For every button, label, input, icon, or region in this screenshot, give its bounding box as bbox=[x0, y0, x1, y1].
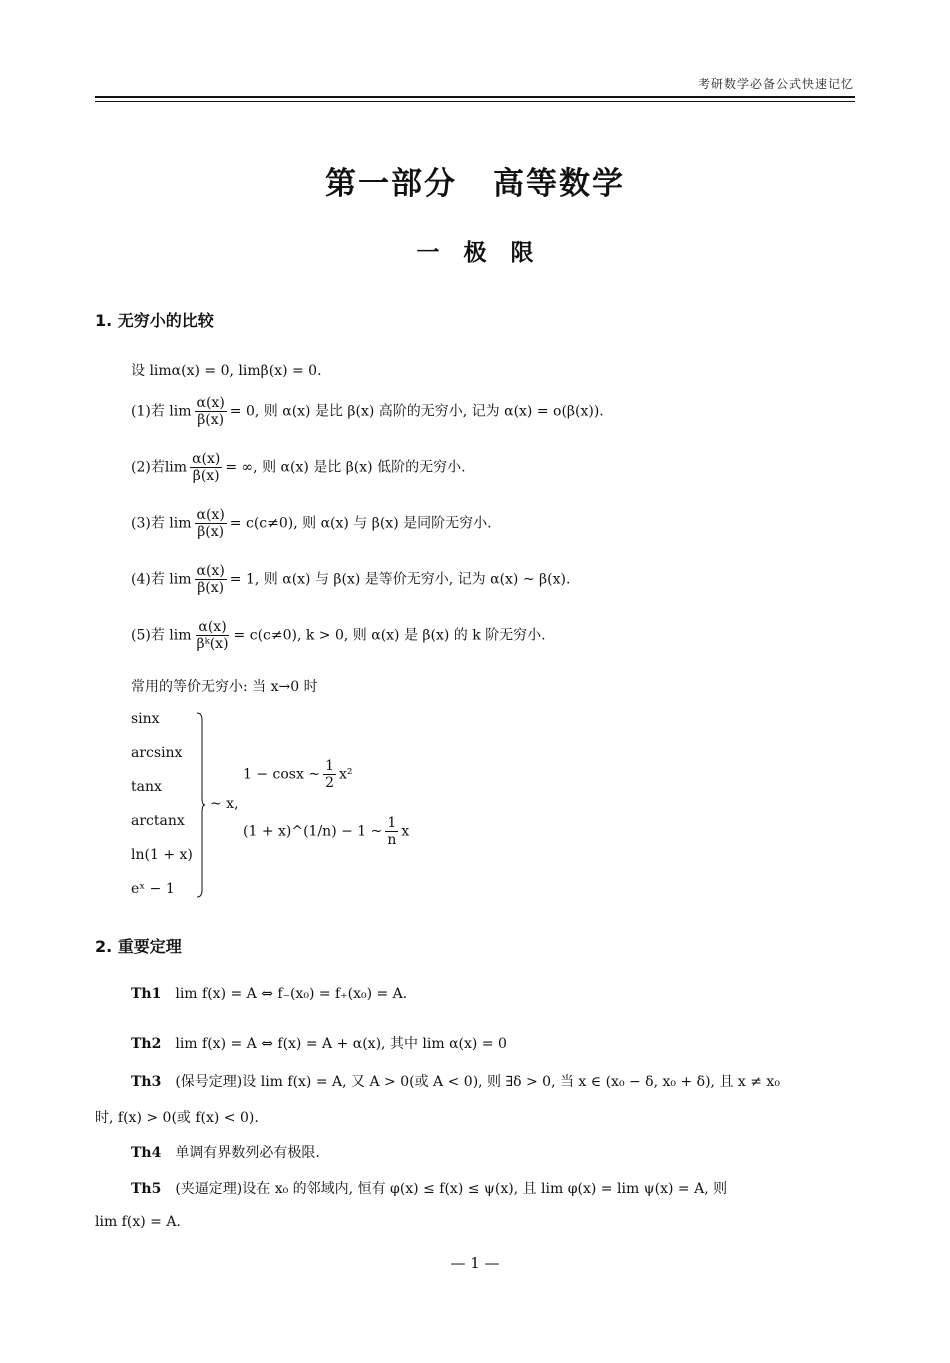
section-heading-theorems: 2. 重要定理 bbox=[95, 937, 182, 956]
running-header-title: 考研数学必备公式快速记忆 bbox=[697, 77, 854, 91]
fraction-denominator: β(x) bbox=[197, 412, 225, 429]
theorem-label: Th5 bbox=[131, 1181, 162, 1197]
cosine-lead: 1 − cosx ~ bbox=[243, 766, 321, 783]
comparison-item-4 bbox=[131, 563, 570, 596]
theorem-text: lim f(x) = A ⇔ f(x) = A + α(x), 其中 lim α(x) = 0 bbox=[175, 1036, 507, 1052]
equivalent-item: tanx bbox=[131, 779, 162, 795]
fraction-denominator: 2 bbox=[325, 775, 334, 792]
equivalent-list bbox=[131, 708, 193, 912]
theorem-th5-continued: lim f(x) = A. bbox=[95, 1214, 181, 1230]
theorem-th2 bbox=[131, 1033, 507, 1053]
setup-line: 设 limα(x) = 0, limβ(x) = 0. bbox=[131, 363, 322, 379]
fraction bbox=[385, 815, 398, 848]
item-tail: = c(c≠0), k > 0, 则 α(x) 是 β(x) 的 k 阶无穷小. bbox=[233, 627, 546, 644]
fraction-denominator: β(x) bbox=[192, 468, 220, 485]
fraction bbox=[190, 451, 222, 484]
theorem-th3-continued: 时, f(x) > 0(或 f(x) < 0). bbox=[95, 1110, 259, 1126]
fraction-numerator: 1 bbox=[387, 815, 397, 831]
comparison-item-5 bbox=[131, 619, 546, 652]
theorem-label: Th3 bbox=[131, 1074, 162, 1090]
header-rule-thick bbox=[95, 96, 855, 98]
fraction-denominator: β(x) bbox=[197, 524, 225, 541]
theorem-text: 单调有界数列必有极限. bbox=[175, 1145, 320, 1161]
chapter-title: 一极限 bbox=[416, 239, 558, 266]
part-title bbox=[0, 158, 950, 203]
theorem-text: lim f(x) = A ⇔ f₋(x₀) = f₊(x₀) = A. bbox=[175, 986, 408, 1002]
fraction bbox=[195, 619, 231, 652]
root-tail: x bbox=[401, 823, 410, 840]
equivalent-item: arcsinx bbox=[131, 745, 183, 761]
equivalent-cosine bbox=[243, 758, 353, 791]
theorem-label: Th2 bbox=[131, 1036, 162, 1052]
root-lead: (1 + x)^(1/n) − 1 ~ bbox=[243, 823, 383, 840]
fraction bbox=[195, 563, 227, 596]
fraction-numerator: α(x) bbox=[198, 619, 227, 635]
item-tail: = 0, 则 α(x) 是比 β(x) 高阶的无穷小, 记为 α(x) = o(β(x)). bbox=[229, 403, 604, 420]
cosine-tail: x² bbox=[339, 766, 353, 783]
header-rule-thin bbox=[95, 101, 855, 102]
theorem-text: (夹逼定理)设在 x₀ 的邻域内, 恒有 φ(x) ≤ f(x) ≤ ψ(x), 且 lim φ(x) = lim ψ(x) = A, 则 bbox=[175, 1181, 728, 1197]
fraction-denominator: n bbox=[387, 832, 397, 849]
comparison-item-2 bbox=[131, 451, 466, 484]
fraction-numerator: α(x) bbox=[196, 563, 225, 579]
equivalent-item: sinx bbox=[131, 711, 160, 727]
fraction-denominator: βᵏ(x) bbox=[196, 636, 229, 653]
equivalent-item: arctanx bbox=[131, 813, 185, 829]
right-brace bbox=[196, 712, 206, 898]
item-prefix: (2)若lim bbox=[131, 459, 188, 476]
theorem-text: (保号定理)设 lim f(x) = A, 又 A > 0(或 A < 0), 则 ∃δ > 0, 当 x ∈ (x₀ − δ, x₀ + δ), 且 x ≠ x₀ bbox=[175, 1074, 780, 1090]
item-tail: = c(c≠0), 则 α(x) 与 β(x) 是同阶无穷小. bbox=[229, 515, 492, 532]
item-prefix: (5)若 lim bbox=[131, 627, 192, 644]
equivalent-intro: 常用的等价无穷小: 当 x→0 时 bbox=[131, 679, 318, 695]
fraction-numerator: 1 bbox=[325, 758, 334, 774]
comparison-item-1 bbox=[131, 395, 604, 428]
fraction-numerator: α(x) bbox=[192, 451, 221, 467]
item-prefix: (4)若 lim bbox=[131, 571, 192, 588]
item-prefix: (3)若 lim bbox=[131, 515, 192, 532]
theorem-th5 bbox=[131, 1178, 727, 1198]
theorem-th4 bbox=[131, 1142, 320, 1162]
fraction bbox=[323, 758, 336, 791]
equivalent-item: ln(1 + x) bbox=[131, 847, 193, 863]
fraction bbox=[195, 395, 227, 428]
fraction bbox=[195, 507, 227, 540]
theorem-label: Th4 bbox=[131, 1145, 162, 1161]
equivalent-root bbox=[243, 815, 409, 848]
item-prefix: (1)若 lim bbox=[131, 403, 192, 420]
item-tail: = ∞, 则 α(x) 是比 β(x) 低阶的无穷小. bbox=[225, 459, 466, 476]
theorem-th1 bbox=[131, 986, 407, 1002]
fraction-numerator: α(x) bbox=[196, 395, 225, 411]
equivalent-x: ~ x, bbox=[210, 796, 239, 812]
item-tail: = 1, 则 α(x) 与 β(x) 是等价无穷小, 记为 α(x) ~ β(x). bbox=[229, 571, 571, 588]
page-number: — 1 — bbox=[450, 1254, 500, 1272]
theorem-label: Th1 bbox=[131, 986, 162, 1002]
fraction-numerator: α(x) bbox=[196, 507, 225, 523]
part-title-subject: 高等数学 bbox=[493, 166, 625, 202]
theorem-th3 bbox=[131, 1071, 780, 1091]
section-heading-infinitesimal: 1. 无穷小的比较 bbox=[95, 311, 214, 330]
equivalent-item: eˣ − 1 bbox=[131, 881, 175, 897]
comparison-item-3 bbox=[131, 507, 492, 540]
fraction-denominator: β(x) bbox=[197, 580, 225, 597]
part-title-number: 第一部分 bbox=[325, 166, 457, 202]
